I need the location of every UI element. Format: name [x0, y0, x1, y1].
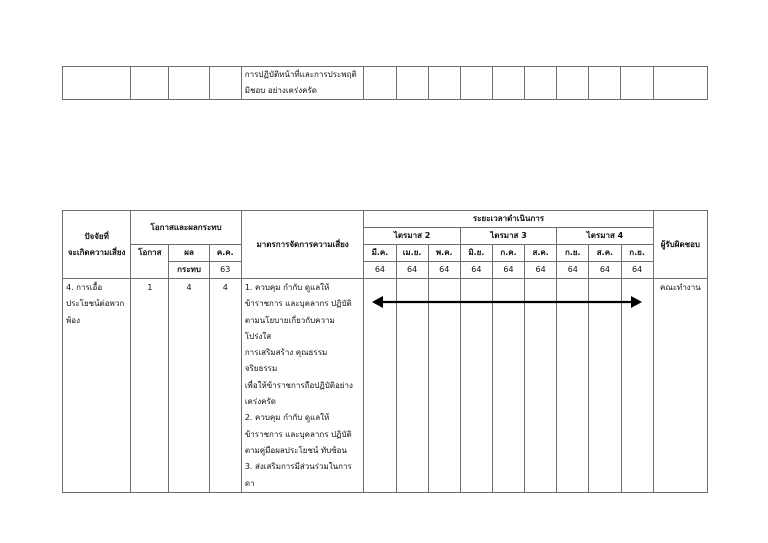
- header-year: 64: [460, 262, 492, 279]
- header-factor: ปัจจัยที่ จะเกิดความเสี่ยง: [63, 211, 131, 279]
- header-year: 64: [364, 262, 396, 279]
- header-row-1: [63, 211, 708, 228]
- header-year: 64: [396, 262, 428, 279]
- header-quarter-2: ไตรมาส 2: [364, 228, 460, 245]
- header-year: 64: [525, 262, 557, 279]
- header-month: ก.ย.: [621, 245, 653, 262]
- header-impact-2: กระทบ: [169, 262, 209, 279]
- header-quarter-4: ไตรมาส 4: [557, 228, 653, 245]
- header-impact-1: ผล: [169, 245, 209, 262]
- header-row-3: [63, 245, 708, 262]
- header-level-1: ค.ค.: [209, 245, 241, 262]
- header-month: เม.ย.: [396, 245, 428, 262]
- header-month: ก.ค.: [492, 245, 524, 262]
- header-responsible: ผู้รับผิดชอบ: [653, 211, 707, 279]
- header-level-2: 63: [209, 262, 241, 279]
- header-period: ระยะเวลาดำเนินการ: [364, 211, 653, 228]
- factor-cell: 4. การเอื้อ ประโยชน์ต่อพวก พ้อง: [63, 279, 131, 493]
- header-measures: มาตรการจัดการความเสี่ยง: [241, 211, 364, 279]
- header-opportunity: โอกาส: [131, 245, 169, 279]
- header-month: ก.ย.: [557, 245, 589, 262]
- measure-cell: การปฏิบัติหน้าที่และการประพฤติมิชอบ อย่างเคร่งครัด: [241, 67, 364, 100]
- measures-cell: 1. ควบคุม กำกับ ดูแลให้ ข้าราชการ และบุคลากร ปฏิบัติ ตามนโยบายเกี่ยวกับความโปร่งใส การเสริมสร้าง คุณธรรม จริยธรรม เพื่อให้ข้าราชการถือปฏิบัติอย่าง เคร่งครัด 2. ควบคุม กำกับ ดูแลให้ ข้าราชการ และบุคลากร ปฏิบัติ ตามคู่มือผลประโยชน์ ทับซ้อน 3. ส่งเสริมการมีส่วนร่วมในการดา: [241, 279, 364, 493]
- header-quarter-3: ไตรมาส 3: [460, 228, 556, 245]
- top-table-fragment: [62, 66, 708, 100]
- table-row: [63, 67, 708, 100]
- header-opp-impact: โอกาสและผลกระทบ: [131, 211, 242, 245]
- header-month: มี.ค.: [364, 245, 396, 262]
- header-month: พ.ค.: [428, 245, 460, 262]
- risk-table: [62, 210, 708, 493]
- header-year: 64: [589, 262, 621, 279]
- header-month: ส.ค.: [589, 245, 621, 262]
- header-month: มิ.ย.: [460, 245, 492, 262]
- opportunity-value: 1: [131, 279, 169, 493]
- header-year: 64: [621, 262, 653, 279]
- header-year: 64: [492, 262, 524, 279]
- header-year: 64: [557, 262, 589, 279]
- table-row: [63, 279, 708, 493]
- responsible-cell: คณะทำงาน: [653, 279, 707, 493]
- header-month: ส.ค.: [525, 245, 557, 262]
- impact-value: 4: [169, 279, 209, 493]
- level-value: 4: [209, 279, 241, 493]
- header-year: 64: [428, 262, 460, 279]
